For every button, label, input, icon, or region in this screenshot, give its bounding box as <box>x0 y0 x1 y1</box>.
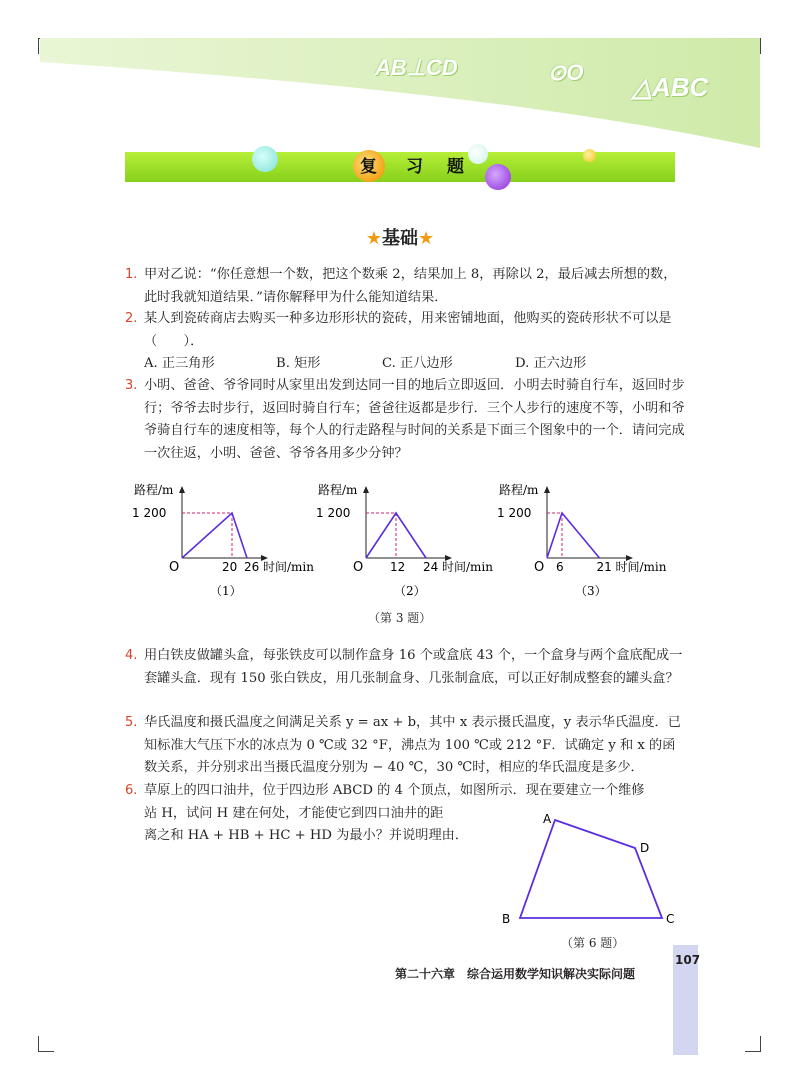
figure-6-caption: （第 6 题） <box>561 936 625 950</box>
quadrilateral-abcd <box>490 805 690 935</box>
crop-mark-br <box>745 1051 761 1052</box>
star-icon: ★ <box>365 228 382 249</box>
y-axis-arrow <box>179 486 185 493</box>
banner-title-char-1: 复 <box>360 157 377 177</box>
quad-label-c: C <box>666 912 675 926</box>
quad-label-a: A <box>543 812 552 826</box>
question-text-line-3: 离之和 HA + HB + HC + HD 为最小？并说明理由． <box>144 828 469 843</box>
crop-mark-bl <box>38 1036 39 1052</box>
graph-caption: （1） <box>210 584 242 598</box>
question-number: 2. <box>125 311 138 326</box>
x-tick-label: 6 <box>556 560 564 574</box>
section-title: 基础 <box>382 228 418 249</box>
x-tick-label: 26 <box>244 560 260 574</box>
series-line <box>182 513 247 558</box>
x-tick-label: 20 <box>222 560 238 574</box>
question-number: 1. <box>125 267 138 282</box>
question-1 <box>125 264 685 309</box>
page-number: 107 <box>675 953 701 967</box>
x-tick-label: 24 <box>423 560 439 574</box>
y-axis-label: 路程/m <box>134 483 174 497</box>
series-line <box>547 513 600 558</box>
x-axis-label: 时间/min <box>615 560 667 574</box>
chapter-footer: 第二十六章 综合运用数学知识解决实际问题 <box>395 967 636 981</box>
graph-caption: （3） <box>575 584 607 598</box>
y-tick-label: 1 200 <box>497 506 532 520</box>
graph-caption: （2） <box>394 584 426 598</box>
question-text-line-2: 站 H，试问 H 建在何处，才能使它到四口油井的距 <box>144 805 444 821</box>
question-text-line-1: 草原上的四口油井，位于四边形 ABCD 的 4 个顶点，如图所示．现在要建立一个维修 <box>144 783 645 798</box>
decor-bubble-purple <box>485 164 511 190</box>
origin-label: O <box>169 560 180 575</box>
section-heading <box>0 224 800 250</box>
y-tick-label: 1 200 <box>132 506 167 520</box>
question-number: 6. <box>125 783 138 798</box>
question-number: 4. <box>125 648 138 663</box>
origin-label: O <box>353 560 364 575</box>
banner-title-char-3: 题 <box>447 157 464 177</box>
x-axis-label: 时间/min <box>442 560 493 574</box>
option-b: B. 矩形 <box>276 356 321 371</box>
y-axis-label: 路程/m <box>499 483 539 497</box>
question-3 <box>125 375 685 465</box>
decor-bubble-teal <box>252 146 278 172</box>
quad-shape <box>520 820 662 918</box>
option-c: C. 正八边形 <box>382 356 453 371</box>
question-4 <box>125 645 685 690</box>
star-icon: ★ <box>418 228 435 249</box>
figure-3-caption: （第 3 题） <box>368 611 432 625</box>
y-tick-label: 1 200 <box>316 506 351 520</box>
header-deco-circle: ⊙O <box>548 60 584 85</box>
decor-bubble-yellow <box>583 149 596 162</box>
y-axis-arrow <box>544 486 550 493</box>
x-tick-label: 12 <box>390 560 406 574</box>
crop-mark-br <box>760 1036 761 1052</box>
question-text: 某人到瓷砖商店去购买一种多边形形状的瓷砖，用来密铺地面，他购买的瓷砖形状不可以是（ ）． <box>144 311 672 349</box>
x-tick-label: 21 <box>596 560 612 574</box>
question-2 <box>125 308 685 353</box>
origin-label: O <box>534 560 545 575</box>
option-d: D. 正六边形 <box>515 356 587 371</box>
quad-label-b: B <box>502 912 511 926</box>
question-text: 华氏温度和摄氏温度之间满足关系 y = ax + b，其中 x 表示摄氏温度，y 表示华氏温度．已知标准大气压下水的冰点为 0 ℃或 32 °F，沸点为 100 ℃或 212 °F．试确定 y 和 x 的函数关系，并分别求出当摄氏温度分别为 − 40 ℃，30 ℃时，相应的华氏温度是多少． <box>144 715 681 775</box>
header-deco-triangle: △ABC <box>632 72 709 102</box>
y-axis-label: 路程/m <box>318 483 358 497</box>
header-deco-perpendicular: AB⊥CD <box>375 55 458 80</box>
y-axis-arrow <box>363 486 369 493</box>
banner-title-char-2: 习 <box>406 157 423 177</box>
question-5 <box>125 712 685 780</box>
distance-time-graphs <box>0 470 800 630</box>
question-number: 3. <box>125 378 138 393</box>
decor-bubble-white <box>468 144 488 164</box>
quad-label-d: D <box>640 841 650 855</box>
x-axis-label: 时间/min <box>263 560 314 574</box>
question-text: 用白铁皮做罐头盒，每张铁皮可以制作盒身 16 个或盒底 43 个，一个盒身与两个盒底配成一套罐头盒．现有 150 张白铁皮，用几张制盒身、几张制盒底，可以正好制成整套的罐头盒？ <box>144 648 683 686</box>
question-number: 5. <box>125 715 138 730</box>
option-a: A. 正三角形 <box>144 356 215 371</box>
question-text: 甲对乙说：“你任意想一个数，把这个数乘 2，结果加上 8，再除以 2，最后减去所想的数，此时我就知道结果．”请你解释甲为什么能知道结果． <box>144 267 677 305</box>
question-text: 小明、爸爸、爷爷同时从家里出发到达同一目的地后立即返回．小明去时骑自行车，返回时步行；爷爷去时步行，返回时骑自行车；爸爸往返都是步行．三个人步行的速度不等，小明和爷爷骑自行车的速度相等，每个人的行走路程与时间的关系是下面三个图象中的一个．请问完成一次往返，小明、爸爸、爷爷各用多少分钟？ <box>144 378 685 461</box>
crop-mark-bl <box>38 1051 54 1052</box>
